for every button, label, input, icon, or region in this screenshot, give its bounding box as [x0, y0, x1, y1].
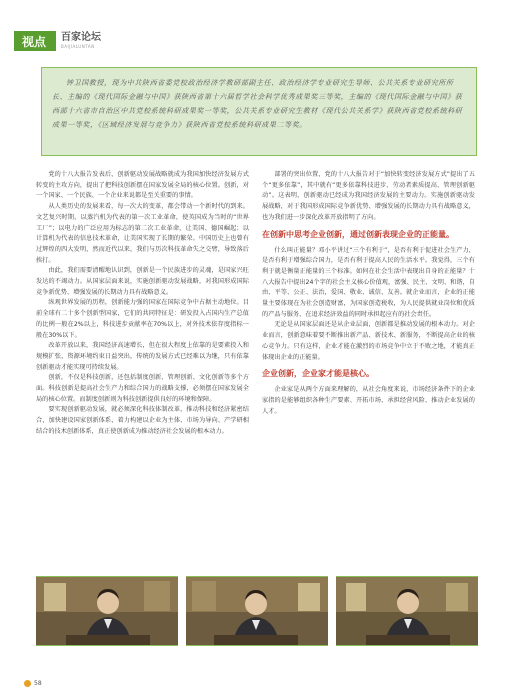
body-paragraph: 创新，不仅是科技创新，还包括制度创新、管理创新、文化创新等多个方面。科技创新是提高社会生产力和综合国力的战略支撑，必须摆在国家发展全局的核心位置。而制度创新则为科技创新提供良好的环境和保障。 — [36, 374, 249, 403]
section-heading: 在创新中思考企业创新，通过创新表现企业的正能量。 — [262, 229, 454, 239]
body-paragraph: 要实现创新驱动发展，就必须深化科技体制改革，推动科技和经济紧密结合，加快建设国家创新体系，着力构建以企业为主体、市场为导向、产学研相结合的技术创新体系，真正使创新成为推动经济社会发展的根本动力。 — [36, 406, 249, 435]
section-tag: 视点 — [14, 31, 56, 51]
page-footer — [24, 680, 42, 687]
body-paragraph: 什么叫正能量？邓小平讲过“三个有利于”，是否有利于促进社会生产力，是否有利于增强综合国力，是否有利于提高人民的生活水平。我觉得，三个有利于就是衡量正能量的三个标准。如何在社会生活中表现出自身的正能量？十八大报告中提出24个字的社会主义核心价值观，富强、民主、文明、和谐，自由、平等、公正、法治，爱国、敬业、诚信、友善。就企业而言，企业的正能量主要体现在为社会创造财富，为国家创造税收，为人民提供就业岗位和优质的产品与服务，在追求经济效益的同时承担起应有的社会责任。 — [262, 246, 475, 318]
section-heading: 企业创新，企业家才能是核心。 — [262, 369, 374, 379]
body-paragraph: 党的十八大报告发表后，创新驱动发展战略就成为我国加快经济发展方式转变的主攻方向，提出了把科技创新摆在国家发展全局的核心位置。创新，对一个国家、一个民族、一个企业来说都是至关重要的事情。 — [36, 171, 249, 200]
photo-speaker-3 — [336, 576, 478, 646]
photo-speaker-2 — [186, 576, 328, 646]
column-subtitle: BAIJIALUNTAN — [61, 44, 95, 49]
column-name: 百家论坛 — [61, 32, 102, 43]
body-paragraph: 纵观世界发展的历程，创新能力强的国家在国际竞争中占据主动地位。目前全球有二十多个创新型国家，它们的共同特征是：研发投入占国内生产总值的比例一般在2%以上，科技进步贡献率在70%以上，对外技术依存度指标一般在30%以下。 — [36, 299, 249, 339]
photo-speaker-1 — [36, 576, 178, 646]
author-intro-text: 钟卫国教授，现为中共陕西省委党校政治经济学教研部副主任、政治经济学专业研究生导师、公共关系专业研究所所长、主编的《现代国际金融与中国》获陕西省第十六届哲学社会科学优秀成果奖三等奖，主编的《现代国际金融与中国》获西部十六省市自治区中共党校系统科研成果奖一等奖，公共关系专业研究生教材《现代公共关系学》获陕西省党校系统科研成果一等奖，《区域经济发展与竞争力》获陕西省党校系统科研成果二等奖。 — [52, 79, 463, 129]
page-number: 58 — [34, 680, 42, 687]
column-title-block — [61, 33, 101, 49]
body-paragraph: 部署的突出位置，党的十八大报告对于“加快转变经济发展方式”提出了五个“更多依靠”，其中就有“更多依靠科技进步、劳动者素质提高、管理创新驱动”。这表明，创新驱动已经成为我国经济发展的主要动力。实施创新驱动发展战略，对于我国形成国际竞争新优势、增强发展的长期动力具有战略意义，也为我们进一步深化改革开放指明了方向。 — [262, 171, 475, 221]
section-header — [14, 30, 101, 52]
body-paragraph: 从人类历史的发展来看，每一次大的变革，都会带动一个新时代的到来。文艺复兴时期，以蒸汽机为代表的第一次工业革命，使英国成为当时的“世界工厂”；以电力的广泛应用为标志的第二次工业革命，让美国、德国崛起；以计算机为代表的信息技术革命，让美国实现了长期的繁荣。中国历史上也曾有过辉煌的四大发明，然而近代以来，我们与历次科技革命失之交臂，导致落后挨打。 — [36, 203, 249, 264]
left-column — [36, 170, 249, 438]
body-paragraph: 改革开放以来，我国经济高速增长，但在很大程度上依靠的是要素投入和规模扩张，资源环境约束日益突出，传统的发展方式已经难以为继，只有依靠创新驱动才能实现可持续发展。 — [36, 342, 249, 371]
author-intro-box — [41, 67, 477, 156]
right-column — [262, 170, 475, 417]
page-dot-icon — [24, 680, 31, 687]
body-paragraph: 由此，我们需要清醒地认识到，创新是一个民族进步的灵魂，是国家兴旺发达的不竭动力。从国家层面来说，实施创新驱动发展战略，对我国形成国际竞争新优势、增强发展的长期动力具有战略意义。 — [36, 267, 249, 296]
body-paragraph: 企业家是从两个方面来理解的，从社会角度来说，市场经济条件下的企业家指的是能够组织各种生产要素、开拓市场、承担经营风险、推动企业发展的人才。 — [262, 386, 475, 415]
body-paragraph: 无论是从国家层面还是从企业层面，创新都是推动发展的根本动力。对企业而言，创新意味着要不断推出新产品、新技术、新服务，不断提高企业的核心竞争力。只有这样，企业才能在激烈的市场竞争中立于不败之地，才能真正体现出企业的正能量。 — [262, 321, 475, 361]
